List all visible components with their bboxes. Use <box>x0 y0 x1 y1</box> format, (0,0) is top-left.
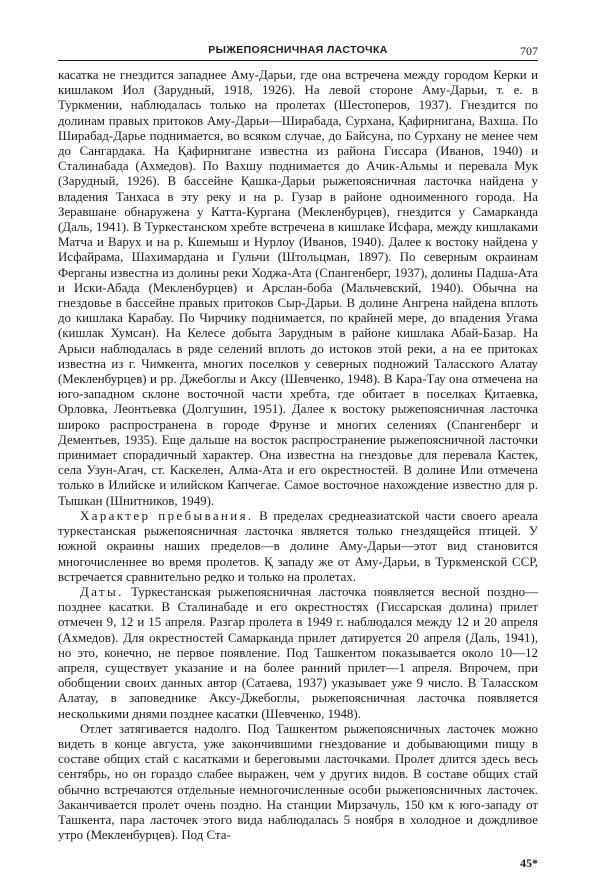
signature-mark: 45* <box>520 856 538 870</box>
page-header <box>58 44 538 61</box>
paragraph-dates <box>58 585 538 722</box>
body-text <box>58 68 538 843</box>
paragraph-dates-text: Туркестанская рыжепоясничная ласточка появляется весной поздно—позднее касатки. В Сталинабаде и его окрестностях (Гиссарская долина) прилет отмечен 9, 12 и 15 апреля. Разгар пролета в 1949 г. наблюдался между 12 и 20 апреля (Ахмедов). Для окрестностей Самарканда прилет датируется 20 апреля (Даль, 1941), но это, конечно, не первое появление. Под Ташкентом показывается около 10—12 апреля, существует указание и на более ранний прилет—1 апреля. Впрочем, при обобщении своих данных автор (Сатаева, 1937) указывает уже 9 число. В Таласском Алатау, в заповеднике Аксу-Джебоглы, рыжепоясничная ласточка появляется несколькими днями позднее касатки (Шевченко, 1948). <box>58 584 538 721</box>
section-heading-residence: Характер пребывания. <box>80 508 254 523</box>
paragraph-departure: Отлет затягивается надолго. Под Ташкентом рыжепоясничных ласточек можно видеть в конце августа, уже закончившими гнездование и добывающими пищу в составе общих стай с касатками и береговыми ласточками. Пролет длится здесь весь сентябрь, но он гораздо слабее выражен, чем у других видов. В составе общих стай обычно встречаются отдельные немногочисленные особи рыжепоясничных ласточек. Заканчивается пролет очень поздно. На станции Мирзачуль, 150 км к юго-западу от Ташкента, пара ласточек этого вида наблюдалась 5 ноября в холодное и дождливое утро (Мекленбурцев). Под Ста- <box>58 721 538 843</box>
paragraph-residence-text: В пределах среднеазиатской части своего ареала туркестанская рыжепоясничная ласточка является только гнездящейся птицей. У южной окраины наших пределов—в долине Аму-Дарьи—этот вид становится многочисленнее во время пролетов. Қ западу же от Аму-Дарьи, в Туркменской ССР, встречается сравнительно редко и только на пролетах. <box>58 508 538 584</box>
running-title: РЫЖЕПОЯСНИЧНАЯ ЛАСТОЧКА <box>208 44 388 56</box>
page-number: 707 <box>520 44 538 58</box>
section-heading-dates: Даты. <box>80 584 124 599</box>
paragraph-range: касатка не гнездится западнее Аму-Дарьи, где она встречена между городом Керки и кишлаком Иол (Зарудный, 1918, 1926). На левой стороне Аму-Дарьи, т. е. в Туркмении, наблюдалась только на пролетах (Шестоперов, 1937). Гнездится по долинам правых притоков Аму-Дарьи—Ширабада, Сурхана, Қафирнигана, Вахша. По Ширабад-Дарье поднимается, во всяком случае, до Байсуна, по Сурхану не менее чем до Сангардака. На Қафирнигане известна из района Гиссара (Иванов, 1940) и Сталинабада (Ахмедов). По Вахшу поднимается до Ачик-Альмы и перевала Мук (Зарудный, 1926). В бассейне Қашка-Дарьи рыжепоясничная ласточка найдена у владения Танхаса в эту реку и на р. Гузар в районе одноименного города. На Зеравшане обнаружена у Катта-Кургана (Мекленбурцев), гнездится у Самарканда (Даль, 1941). В Туркестанском хребте встречена в кишлаке Исфара, между кишлаками Матча и Варух и на р. Кшемыш и Нурлоу (Иванов, 1940). Далее к востоку найдена у Исфайрама, Шахимардана и Гульчи (Штольцман, 1897). По северным окраинам Ферганы известна из долины реки Ходжа-Ата (Спангенберг, 1937), долины Падша-Ата и Иски-Абада (Мекленбурцев) и Арслан-боба (Мальчевский, 1940). Обычна на гнездовье в бассейне правых притоков Сыр-Дарьи. В долине Ангрена найдена вплоть до кишлака Карабау. По Чирчику поднимается, по крайней мере, до впадения Угама (кишлак Хумсан). На Келесе добыта Зарудным в районе кишлака Абай-Базар. На Арыси наблюдалась в ряде селений вплоть до истоков этой реки, а на ее притоках известна из г. Чимкента, многих поселков у северных подножий Таласского Алатау (Мекленбурцев) и рр. Джебоглы и Аксу (Шевченко, 1948). В Кара-Тау она отмечена на юго-западном склоне восточной части хребта, где обитает в поселках Қитаевка, Орловка, Леонтьевка (Долгушин, 1951). Далее к востоку рыжепоясничная ласточка широко распространена в городе Фрунзе и многих селениях (Спангенберг и Дементьев, 1935). Еще дальше на восток распространение рыжепоясничной ласточки принимает спорадичный характер. Она известна на гнездовье для перевала Кастек, села Узун-Агач, ст. Каскелен, Алма-Ата и его окрестностей. В долине Или отмечена только в Илийске и илийском Капчегае. Самое восточное нахождение известно для р. Тышкан (Шнитников, 1949). <box>58 68 538 508</box>
paragraph-residence <box>58 509 538 585</box>
